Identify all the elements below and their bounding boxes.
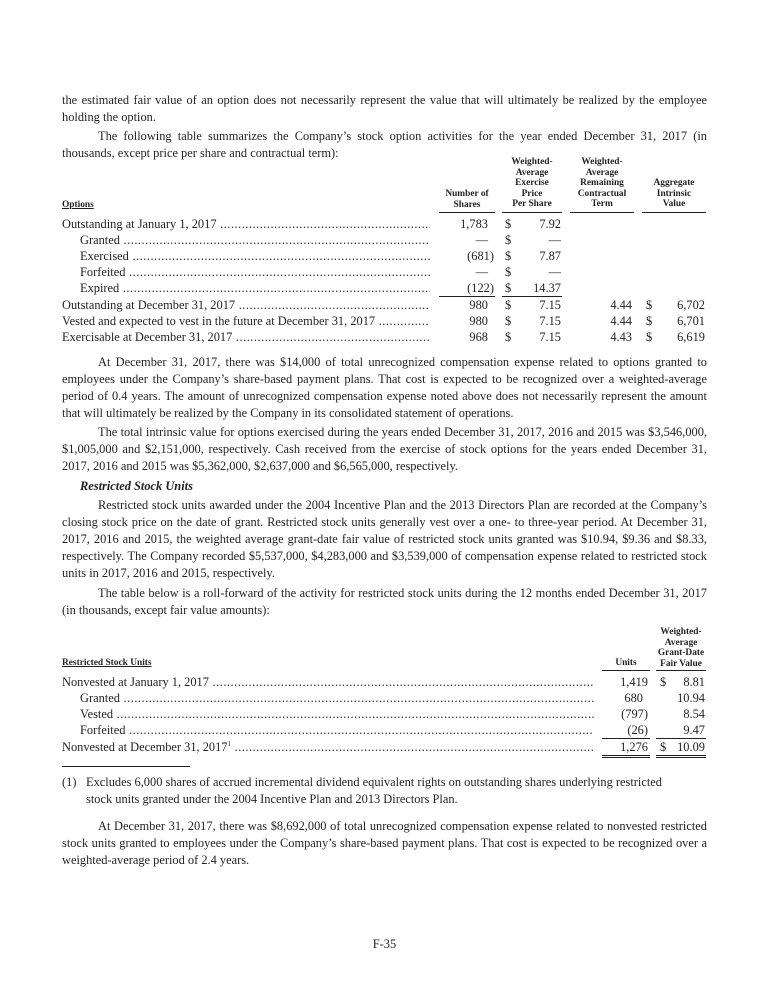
row-term: 4.44 bbox=[610, 298, 632, 312]
rsu-header-rule bbox=[602, 670, 650, 671]
row-dollar: $ bbox=[505, 298, 512, 312]
row-value: 6,702 bbox=[677, 298, 705, 312]
row-value: 8.81 bbox=[683, 675, 705, 689]
row-dollar: $ bbox=[505, 330, 512, 344]
row-price: 7.92 bbox=[539, 217, 561, 231]
options-row bbox=[62, 329, 707, 345]
row-term: 4.43 bbox=[610, 330, 632, 344]
row-value: 6,701 bbox=[677, 314, 705, 328]
row-dollar: $ bbox=[505, 249, 512, 263]
row-price: 7.87 bbox=[539, 249, 561, 263]
row-label: Exercised ..... bbox=[80, 248, 430, 265]
row-shares: 980 bbox=[469, 298, 488, 312]
page-number: F-35 bbox=[372, 937, 397, 951]
row-price: — bbox=[548, 265, 561, 279]
row-label: Vested and expected to vest in the future at December 31, 2017 ..... bbox=[62, 313, 430, 330]
rsu-row bbox=[62, 722, 707, 738]
options-row bbox=[62, 297, 707, 313]
row-value: 8.54 bbox=[683, 707, 705, 721]
options-row bbox=[62, 280, 707, 296]
row-label: Forfeited ..... bbox=[80, 264, 430, 281]
row-units: 1,276 bbox=[620, 740, 648, 754]
paragraph-rsu-description: Restricted stock units awarded under the 2004 Incentive Plan and the 2013 Directors Plan are recorded at the Company’s closing stock price on the date of grant. Restricted stock units generally vest over a one- to three-year period. At December 31, 2017, 2016 and 2015, the weighted average grant-date fair value of restricted stock units granted was $10.94, $9.36 and $8.33, respectively. The Company recorded $5,537,000, $4,283,000 and $3,539,000 of compensation expense related to restricted stock units in 2017, 2016 and 2015, respectively. bbox=[62, 498, 707, 580]
section-heading-rsu: Restricted Stock Units bbox=[80, 479, 193, 493]
row-units: (797) bbox=[621, 707, 648, 721]
total-double-rule bbox=[656, 755, 706, 758]
row-label: Granted ..... bbox=[80, 690, 594, 707]
row-dollar: $ bbox=[505, 314, 512, 328]
row-label: Vested ..... bbox=[80, 706, 594, 723]
row-dollar: $ bbox=[505, 265, 512, 279]
options-row bbox=[62, 216, 707, 232]
row-label: Nonvested at January 1, 2017 ..... bbox=[62, 674, 594, 691]
paragraph-rsu-rollforward: The table below is a roll-forward of the activity for restricted stock units during the 12 months ended December 31, 2017 (in thousands, except fair value amounts): bbox=[62, 586, 707, 617]
options-row bbox=[62, 248, 707, 264]
row-price: 14.37 bbox=[533, 281, 561, 295]
options-row bbox=[62, 232, 707, 248]
rsu-row bbox=[62, 674, 707, 690]
row-label: Outstanding at January 1, 2017 ..... bbox=[62, 216, 430, 233]
row-term: 4.44 bbox=[610, 314, 632, 328]
row-dollar: $ bbox=[505, 217, 512, 231]
intro-paragraph-1: the estimated fair value of an option does not necessarily represent the value that will ultimately be realized by the employee holding the option. bbox=[62, 93, 707, 124]
rsu-header-rule bbox=[656, 670, 706, 671]
row-label: Nonvested at December 31, 2017$^1$ ..... bbox=[62, 739, 594, 756]
paragraph-unrecognized-options: At December 31, 2017, there was $14,000 of total unrecognized compensation expense related to options granted to employees under the Company’s share-based payment plans. That cost is expected to be recognized over a weighted-average period of 0.4 years. The amount of unrecognized compensation expense noted above does not necessarily represent the amount that will ultimately be realized by the Company in its consolidated statement of operations. bbox=[62, 355, 707, 420]
rsu-header-units: Units bbox=[615, 658, 637, 668]
footnote-text: Excludes 6,000 shares of accrued incremental dividend equivalent rights on outstanding shares underlying restricted stock units granted under the 2004 Incentive Plan and 2013 Directors Plan. bbox=[86, 775, 662, 806]
rsu-header-label: Restricted Stock Units bbox=[62, 658, 152, 668]
row-value-dollar: $ bbox=[646, 330, 653, 344]
options-header-price: Weighted- Average Exercise Price Per Share bbox=[511, 157, 553, 209]
row-label: Outstanding at December 31, 2017 ..... bbox=[62, 297, 430, 314]
row-label: Expired ..... bbox=[80, 280, 430, 297]
total-double-rule bbox=[602, 755, 650, 758]
row-shares: 980 bbox=[469, 314, 488, 328]
row-shares: (681) bbox=[467, 249, 494, 263]
options-row bbox=[62, 264, 707, 280]
row-price: — bbox=[548, 233, 561, 247]
footnote-reference: 1 bbox=[227, 739, 232, 748]
options-header-shares: Number of Shares bbox=[445, 189, 489, 210]
row-units: (26) bbox=[627, 723, 648, 737]
row-price: 7.15 bbox=[539, 298, 561, 312]
options-header-term: Weighted- Average Remaining Contractual Term bbox=[577, 157, 627, 209]
row-value-dollar: $ bbox=[646, 314, 653, 328]
row-shares: (122) bbox=[467, 281, 494, 295]
row-price: 7.15 bbox=[539, 330, 561, 344]
intro-paragraph-2: The following table summarizes the Company’s stock option activities for the year ended December 31, 2017 (in thousands, except price per share and contractual term): bbox=[62, 129, 707, 160]
options-header-rule bbox=[439, 212, 495, 213]
options-row bbox=[62, 313, 707, 329]
rsu-row bbox=[62, 690, 707, 706]
footnote bbox=[62, 774, 707, 808]
row-value: 9.47 bbox=[683, 723, 705, 737]
options-header-rule bbox=[502, 212, 562, 213]
options-header-value: Aggregate Intrinsic Value bbox=[653, 178, 695, 209]
paragraph-rsu-unrecognized: At December 31, 2017, there was $8,692,000 of total unrecognized compensation expense related to nonvested restricted stock units granted to employees under the Company’s share-based payment plans. That cost is expected to be recognized over a weighted-average period of 2.4 years. bbox=[62, 819, 707, 867]
row-value: 10.09 bbox=[677, 740, 705, 754]
row-shares: 968 bbox=[469, 330, 488, 344]
row-units: 1,419 bbox=[620, 675, 648, 689]
row-shares: 1,783 bbox=[460, 217, 488, 231]
options-header-rule bbox=[642, 212, 706, 213]
row-value: 10.94 bbox=[677, 691, 705, 705]
footnote-separator bbox=[62, 766, 190, 767]
row-value-dollar: $ bbox=[646, 298, 653, 312]
row-label: Granted ..... bbox=[80, 232, 430, 249]
row-shares: — bbox=[475, 233, 488, 247]
rsu-row bbox=[62, 739, 707, 755]
rsu-row bbox=[62, 706, 707, 722]
options-header-rule bbox=[570, 212, 634, 213]
paragraph-intrinsic-value: The total intrinsic value for options exercised during the years ended December 31, 2017, 2016 and 2015 was $3,546,000, $1,005,000 and $2,151,000, respectively. Cash received from the exercise of stock options for the years ended December 31, 2017, 2016 and 2015 was $5,362,000, $2,637,000 and $6,565,000, respectively. bbox=[62, 425, 707, 473]
row-dollar: $ bbox=[660, 675, 667, 689]
row-label: Exercisable at December 31, 2017 ..... bbox=[62, 329, 430, 346]
footnote-marker: (1) bbox=[62, 775, 77, 789]
row-price: 7.15 bbox=[539, 314, 561, 328]
row-dollar: $ bbox=[505, 233, 512, 247]
row-shares: — bbox=[475, 265, 488, 279]
row-dollar: $ bbox=[505, 281, 512, 295]
rsu-header-value: Weighted- Average Grant-Date Fair Value bbox=[657, 627, 705, 669]
row-units: 680 bbox=[624, 691, 643, 705]
row-label: Forfeited ..... bbox=[80, 722, 594, 739]
row-dollar: $ bbox=[660, 740, 667, 754]
row-value: 6,619 bbox=[677, 330, 705, 344]
options-header-label: Options bbox=[62, 200, 94, 210]
